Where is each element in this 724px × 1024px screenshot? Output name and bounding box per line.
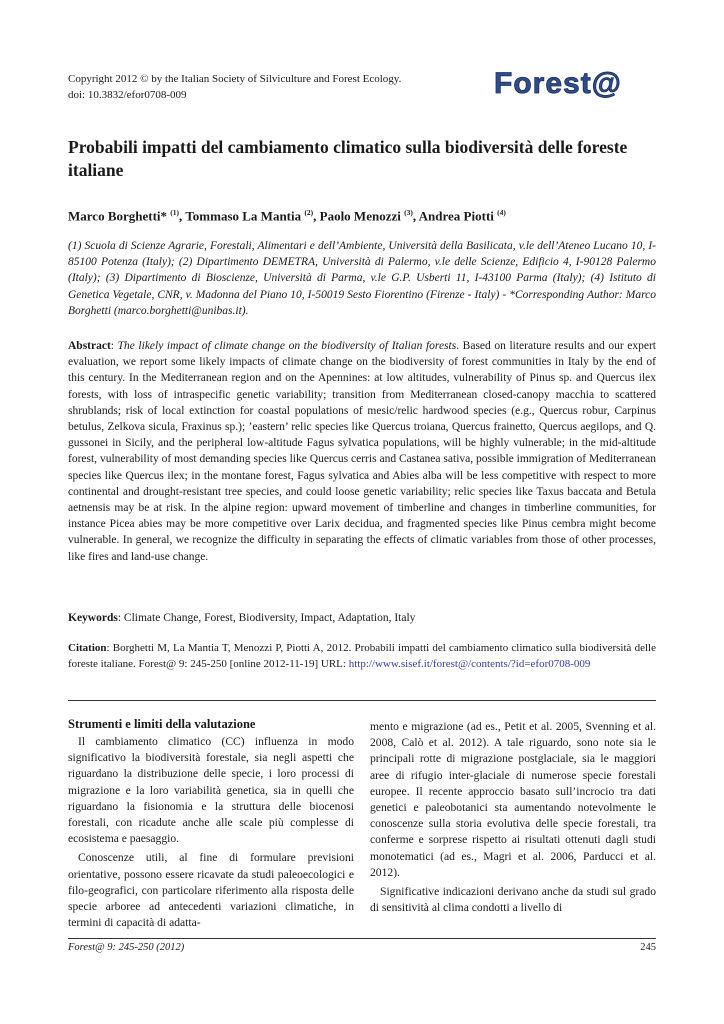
citation-text: : Borghetti M, La Mantia T, Menozzi P, Piotti A, 2012. Probabili impatti del cambiamento climatico sulla biodiversità delle foreste italiane. Forest@ 9: 245-250 [online 2012-11-19] URL: bbox=[68, 642, 656, 671]
paragraph: Il cambiamento climatico (CC) influenza in modo significativo la biodiversità forestale, sia negli aspetti che riguardano la distribuzione delle specie, i loro processi di migrazione e la loro variabilità genetica, sia in quelli che riguardano la fisionomia e la struttura delle biocenosi forestali, con ricadute anche alle scale più complesse di ecosistema e paesaggio. bbox=[68, 735, 354, 846]
copyright-line: Copyright 2012 © by the Italian Society of Silviculture and Forest Ecology. bbox=[68, 73, 402, 85]
abstract-label: Abstract bbox=[68, 340, 111, 352]
author-ref: (2) bbox=[304, 208, 314, 217]
author-name: Marco Borghetti* bbox=[68, 208, 168, 224]
citation bbox=[68, 640, 656, 672]
paragraph: Conoscenze utili, al fine di formulare previsioni orientative, possono essere ricavate da studi paleoecologici e filo-geografici, con particolare riferimento alla risposta delle specie arboree ad antecedenti variazioni climatiche, in termini di capacità di adatta- bbox=[68, 851, 354, 930]
copyright-block bbox=[68, 71, 488, 103]
author-name: Andrea Piotti bbox=[418, 208, 494, 224]
keywords bbox=[68, 610, 656, 626]
page-number: 245 bbox=[640, 942, 656, 953]
author-name: Tommaso La Mantia bbox=[185, 208, 302, 224]
right-column bbox=[370, 719, 656, 916]
footer-journal: Forest@ 9: 245-250 (2012) bbox=[68, 942, 185, 953]
logo-text: Forest@ bbox=[494, 67, 622, 98]
forest-logo bbox=[492, 66, 658, 98]
keywords-text: : Climate Change, Forest, Biodiversity, Impact, Adaptation, Italy bbox=[117, 612, 416, 624]
abstract-text: . Based on literature results and our expert evaluation, we report some likely impacts of climate change on the biodiversity of forest communities in Italy by the end of this century. In the Mediterranean region and on the Apennines: at low altitudes, vulnerability of Pinus sp. and Quercus ilex forests, with loss of intraspecific genetic variability; transition from Mediterranean closed-canopy macchia to scattered shrublands; risk of local extinction for coastal populations of mesic/relic hardwood species (e.g., Quercus robur, Carpinus betulus, Zelkova sicula, Fraxinus sp.); ’eastern’ relic species like Quercus troiana, Quercus frainetto, Quercus aegilops, and Q. gussonei in Sicily, and the peripheral low-altitude Fagus sylvatica populations, will be highly vulnerable; in the mid-altitude forest, vulnerability of most demanding species like Quercus cerris and Castanea sativa, possible immigration of Mediterranean species like Quercus ilex; in the montane forest, Fagus sylvatica and Abies alba will be less competitive with respect to more continental and drought-resistant tree species, and could loose genetic variability; relic species like Taxus baccata and Betula aetnensis may be at risk. In the alpine region: upward movement of timberline and changes in timberline communities, for instance Picea abies may be more competitive over Larix decidua, and fragmented species like Pinus cembra might become vulnerable. In general, we recognize the difficulty in separating the effects of climatic variables from those of other processes, like fires and land-use change. bbox=[68, 340, 656, 563]
citation-link[interactable]: http://www.sisef.it/forest@/contents/?id=efor0708-009 bbox=[348, 658, 591, 671]
author-name: Paolo Menozzi bbox=[319, 208, 401, 224]
left-column bbox=[68, 715, 354, 931]
citation-label: Citation bbox=[68, 642, 107, 654]
abstract: Abstract: The likely impact of climate change on the biodiversity of Italian forests. Based on literature results and our expert evaluation, we report some likely impacts of climate change on the biodiversity of forest communities in Italy by the end of this century. In the Mediterranean region and on the Apennines: at low altitudes, vulnerability of Pinus sp. and Quercus ilex forests, with loss of intraspecific genetic variability; transition from Mediterranean closed-canopy macchia to scattered shrublands; risk of local extinction for coastal populations of mesic/relic hardwood species (e.g., Quercus robur, Carpinus betulus, Zelkova sicula, Fraxinus sp.); ’eastern’ relic species like Quercus troiana, Quercus frainetto, Quercus aegilops, and Q. gussonei in Sicily, and the peripheral low-altitude Fagus sylvatica populations, will be highly vulnerable; in the mid-altitude forest, vulnerability of most demanding species like Quercus cerris and Castanea sativa, possible immigration of Mediterranean species like Quercus ilex; in the montane forest, Fagus sylvatica and Abies alba will be less competitive with respect to more continental and drought-resistant tree species, and could loose genetic variability; relic species like Taxus baccata and Betula aetnensis may be at risk. In the alpine region: upward movement of timberline and changes in timberline communities, for instance Picea abies may be more competitive over Larix decidua, and fragmented species like Pinus cembra might become vulnerable. In general, we recognize the difficulty in separating the effects of climatic variables from those of other processes, like fires and land-use change. bbox=[68, 340, 656, 563]
paragraph: mento e migrazione (ad es., Petit et al. 2005, Svenning et al. 2008, Calò et al. 2012). A tale riguardo, sono note sia le principali rotte di migrazione postglaciale, sia le maggiori aree di rifugio inter-glaciale di numerose specie forestali europee. Il recente approccio basato sull’incrocio tra dati genetici e paleobotanici sta aumentando notevolmente le conoscenze sulla storia evolutiva delle specie forestali, tra conferme e sorprese rispetto ai risultati ottenuti dagli studi monotematici (ad es., Magri et al. 2006, Parducci et al. 2012). bbox=[370, 720, 656, 879]
paragraph: Significative indicazioni derivano anche da studi sul grado di sensitività al clima condotti a livello di bbox=[370, 885, 656, 915]
paper-title: Probabili impatti del cambiamento climatico sulla biodiversità delle foreste italiane bbox=[68, 137, 628, 180]
keywords-label: Keywords bbox=[68, 612, 118, 624]
author-list: Marco Borghetti* $^{(1)}$, Tommaso La Mantia $^{(2)}$, Paolo Menozzi $^{(3)}$, Andrea Piotti $^{(4)}$ bbox=[68, 208, 506, 224]
affiliations: (1) Scuola di Scienze Agrarie, Forestali, Alimentari e dell’Ambiente, Università della Basilicata, v.le dell’Ateneo Lucano 10, I-85100 Potenza (Italy); (2) Dipartimento DEMETRA, Università di Palermo, v.le delle Scienze, Edificio 4, I-90128 Palermo (Italy); (3) Dipartimento di Bioscienze, Università di Parma, v.le G.P. Usberti 11, I-43100 Parma (Italy); (4) Istituto di Genetica Vegetale, CNR, v. Madonna del Piano 10, I-50019 Sesto Fiorentino (Firenze - Italy) - *Corresponding Author: Marco Borghetti (marco.borghetti@unibas.it). bbox=[68, 240, 656, 317]
footer-divider bbox=[68, 938, 656, 939]
section-heading: Strumenti e limiti della valutazione bbox=[68, 717, 256, 731]
author-ref: (3) bbox=[404, 208, 413, 217]
section-divider bbox=[68, 700, 656, 701]
doi-line: doi: 10.3832/efor0708-009 bbox=[68, 89, 187, 101]
author-ref: (4) bbox=[497, 208, 506, 217]
author-ref: (1) bbox=[170, 208, 180, 217]
abstract-english-title: The likely impact of climate change on the biodiversity of Italian forests bbox=[117, 340, 457, 352]
